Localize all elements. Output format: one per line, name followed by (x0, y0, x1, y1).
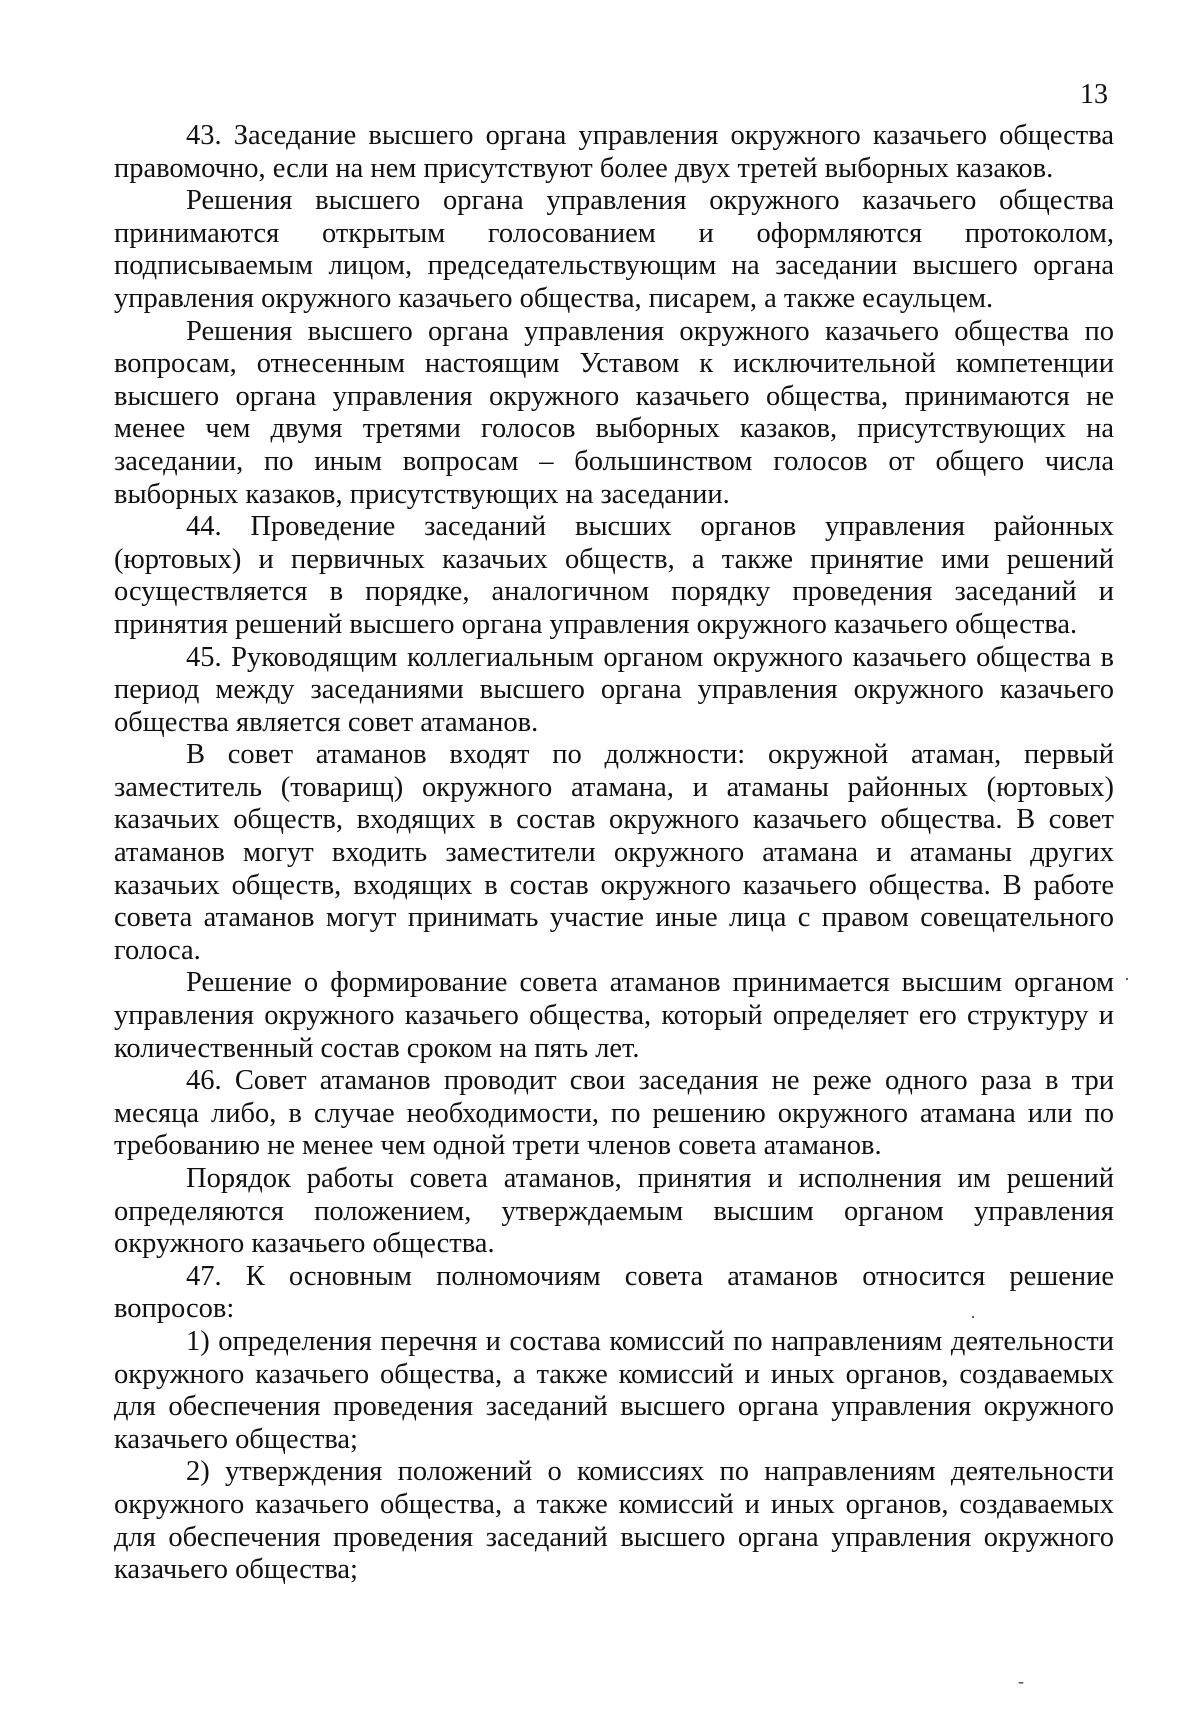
scan-speck: · (970, 1307, 976, 1327)
list-item-2: 2) утверждения положений о комиссиях по направлениям деятельности окружного казачьего общества, а также комиссий и иных органов, создаваемых для обеспечения проведения заседаний высшего органа управления окружного казачьего общества; (114, 1456, 1114, 1586)
paragraph-46-work-order: Порядок работы совета атаманов, принятия и исполнения им решений определяются положением, утверждаемым высшим органом управления окружного казачьего общества. (114, 1163, 1114, 1260)
paragraph-45-council-members: В совет атаманов входят по должности: окружной атаман, первый заместитель (товарищ) окружного атамана, и атаманы районных (юртовых) казачьих обществ, входящих в состав окружного казачьего общества. В совет атаманов могут входить заместители окружного атамана и атаманы других казачьих обществ, входящих в состав окружного казачьего общества. В работе совета атаманов могут принимать участие иные лица с правом совещательного голоса. (114, 739, 1114, 966)
paragraph-44: 44. Проведение заседаний высших органов управления районных (юртовых) и первичных казачьих обществ, а также принятие ими решений осуществляется в порядке, аналогичном порядку проведения заседаний и принятия решений высшего органа управления окружного казачьего общества. (114, 511, 1114, 640)
document-body (114, 120, 1114, 1587)
scan-speck: · (1124, 969, 1130, 989)
list-item-1: 1) определения перечня и состава комиссий по направлениям деятельности окружного казачьего общества, а также комиссий и иных органов, создаваемых для обеспечения проведения заседаний высшего органа управления окружного казачьего общества; (114, 1325, 1114, 1455)
paragraph-46: 46. Совет атаманов проводит свои заседания не реже одного раза в три месяца либо, в случае необходимости, по решению окружного атамана или по требованию не менее чем одной трети членов совета атаманов. (114, 1065, 1114, 1162)
paragraph-43-decisions-majority: Решения высшего органа управления окружного казачьего общества по вопросам, отнесенным настоящим Уставом к исключительной компетенции высшего органа управления окружного казачьего общества, принимаются не менее чем двумя третями голосов выборных казаков, присутствующих на заседании, по иным вопросам – большинством голосов от общего числа выборных казаков, присутствующих на заседании. (114, 315, 1114, 510)
paragraph-45: 45. Руководящим коллегиальным органом окружного казачьего общества в период между заседаниями высшего органа управления окружного казачьего общества является совет атаманов. (114, 641, 1114, 738)
paragraph-45-council-formation: Решение о формирование совета атаманов принимается высшим органом управления окружного казачьего общества, который определяет его структуру и количественный состав сроком на пять лет. (114, 967, 1114, 1064)
paragraph-43-decisions-procedure: Решения высшего органа управления окружного казачьего общества принимаются открытым голосованием и оформляются протоколом, подписываемым лицом, председательствующим на заседании высшего органа управления окружного казачьего общества, писарем, а также есаульцем. (114, 185, 1114, 314)
scan-speck: - (1018, 1671, 1024, 1691)
paragraph-43: 43. Заседание высшего органа управления окружного казачьего общества правомочно, если на нем присутствуют более двух третей выборных казаков. (114, 120, 1114, 184)
paragraph-47: 47. К основным полномочиям совета атаманов относится решение вопросов: (114, 1260, 1114, 1325)
page-number: 13 (1080, 79, 1108, 110)
